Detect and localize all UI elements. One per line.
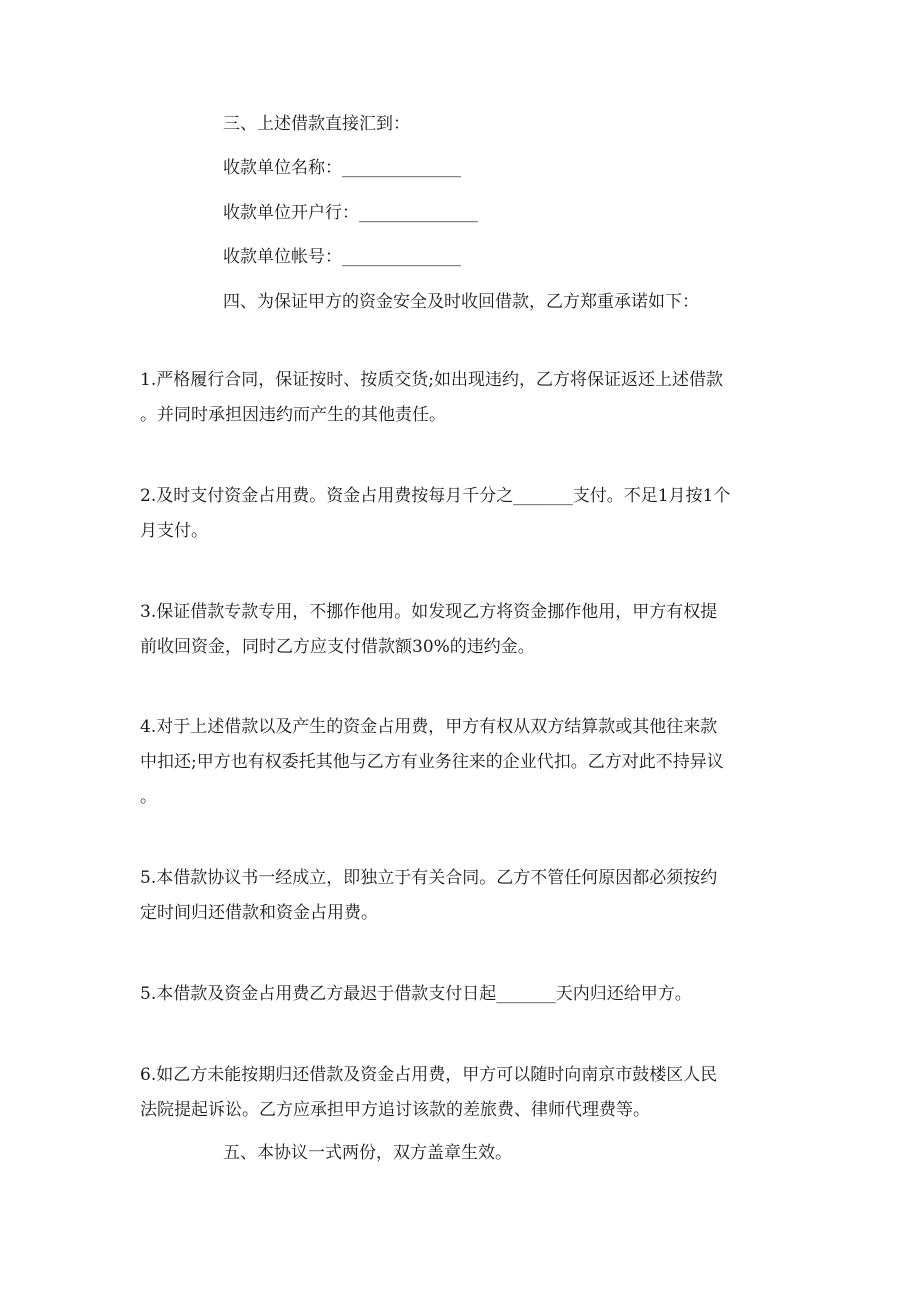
payee-bank-field: 收款单位开户行：______________ — [223, 203, 478, 223]
item-2-line-2: 月支付。 — [140, 521, 208, 541]
section3-heading: 三、上述借款直接汇到： — [223, 114, 410, 134]
item-3-line-2: 前收回资金，同时乙方应支付借款额30%的违约金。 — [140, 637, 535, 657]
item-5a-line-1: 5.本借款协议书一经成立，即独立于有关合同。乙方不管任何原因都必须按约 — [140, 868, 718, 888]
payee-account-field: 收款单位帐号：______________ — [223, 247, 461, 267]
item-5a-line-2: 定时间归还借款和资金占用费。 — [140, 903, 378, 923]
section4-heading: 四、为保证甲方的资金安全及时收回借款，乙方郑重承诺如下： — [223, 292, 699, 312]
item-6-line-2: 法院提起诉讼。乙方应承担甲方追讨该款的差旅费、律师代理费等。 — [140, 1100, 650, 1120]
item-5b-line-1: 5.本借款及资金占用费乙方最迟于借款支付日起_______天内归还给甲方。 — [140, 984, 692, 1004]
item-4-line-3: 。 — [140, 787, 157, 807]
payee-name-field: 收款单位名称：______________ — [223, 158, 461, 178]
item-1-line-1: 1.严格履行合同，保证按时、按质交货;如出现违约，乙方将保证返还上述借款 — [140, 370, 723, 390]
item-2-line-1: 2.及时支付资金占用费。资金占用费按每月千分之_______支付。不足1月按1个 — [140, 486, 731, 506]
item-1-line-2: 。并同时承担因违约而产生的其他责任。 — [140, 405, 446, 425]
section5-heading: 五、本协议一式两份，双方盖章生效。 — [223, 1143, 512, 1163]
item-6-line-1: 6.如乙方未能按期归还借款及资金占用费，甲方可以随时向南京市鼓楼区人民 — [140, 1065, 718, 1085]
item-3-line-1: 3.保证借款专款专用，不挪作他用。如发现乙方将资金挪作他用，甲方有权提 — [140, 602, 718, 622]
item-4-line-1: 4.对于上述借款以及产生的资金占用费，甲方有权从双方结算款或其他往来款 — [140, 717, 718, 737]
item-4-line-2: 中扣还;甲方也有权委托其他与乙方有业务往来的企业代扣。乙方对此不持异议 — [140, 752, 724, 772]
